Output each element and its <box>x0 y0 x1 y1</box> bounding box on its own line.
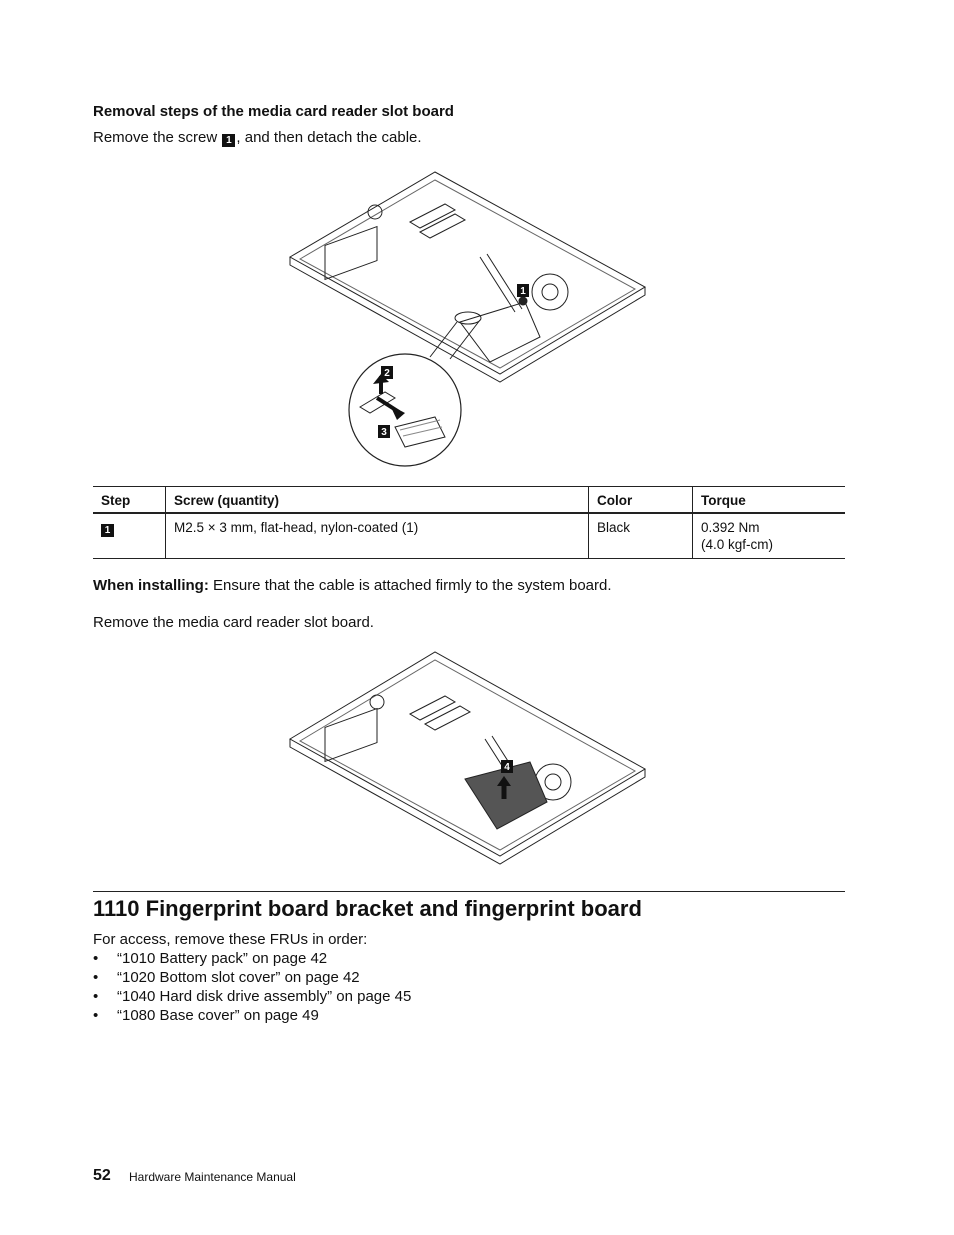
step-1-instruction <box>93 129 422 147</box>
list-item <box>93 987 411 1006</box>
cell-screw: M2.5 × 3 mm, flat-head, nylon-coated (1) <box>166 513 589 559</box>
access-link-hdd[interactable]: “1040 Hard disk drive assembly” on page 45 <box>117 988 412 1005</box>
memory-slot <box>410 204 455 228</box>
heat-pipe <box>480 254 522 312</box>
callout-2: 2 <box>384 368 390 379</box>
cell-torque <box>693 513 846 559</box>
access-link-base-cover[interactable]: “1080 Base cover” on page 49 <box>117 1007 319 1024</box>
page-number: 52 <box>93 1167 111 1184</box>
bullet-icon: • <box>93 950 99 967</box>
step-2-instruction: Remove the media card reader slot board. <box>93 614 374 631</box>
chapter-title: 1110 Fingerprint board bracket and fingerprint board <box>93 896 642 921</box>
header-torque: Torque <box>693 487 846 514</box>
bullet-icon: • <box>93 969 99 986</box>
callout-1-inline: 1 <box>222 134 235 147</box>
access-intro: For access, remove these FRUs in order: <box>93 931 368 948</box>
cable-connector-circle <box>455 312 481 324</box>
list-item <box>93 968 411 987</box>
connector-latch <box>360 392 395 413</box>
bullet-icon: • <box>93 1007 99 1024</box>
header-step: Step <box>93 487 166 514</box>
callout-1: 1 <box>520 286 526 297</box>
header-color: Color <box>589 487 693 514</box>
when-installing-label: When installing: <box>93 577 209 594</box>
step-callout: 1 <box>101 524 114 537</box>
callout-3: 3 <box>381 427 387 438</box>
table-header-row <box>93 487 845 514</box>
table-row <box>93 513 845 559</box>
hdd-bay <box>325 227 377 280</box>
manual-title: Hardware Maintenance Manual <box>129 1170 296 1184</box>
step-1-text-before: Remove the screw <box>93 129 222 146</box>
when-installing-text: Ensure that the cable is attached firmly to the system board. <box>213 577 612 594</box>
access-list <box>93 949 411 1025</box>
torque-kgf: (4.0 kgf-cm) <box>701 537 774 552</box>
hdd-bay-2 <box>325 709 377 762</box>
screw-table <box>93 486 845 559</box>
step-1-text-after: , and then detach the cable. <box>236 129 422 146</box>
cell-step <box>93 513 166 559</box>
bullet-icon: • <box>93 988 99 1005</box>
figure-remove-board <box>285 644 655 869</box>
section-heading: Removal steps of the media card reader slot board <box>93 103 454 120</box>
when-installing-note <box>93 577 612 594</box>
access-link-battery[interactable]: “1010 Battery pack” on page 42 <box>117 950 328 967</box>
chapter-divider <box>93 891 845 892</box>
figure-removal-cable <box>285 162 655 470</box>
cell-color: Black <box>589 513 693 559</box>
torque-nm: 0.392 Nm <box>701 520 760 535</box>
fan <box>532 274 568 310</box>
callout-4: 4 <box>504 762 510 773</box>
base-cover-outline-2 <box>290 652 645 856</box>
list-item <box>93 1006 411 1025</box>
header-screw: Screw (quantity) <box>166 487 589 514</box>
access-link-bottom-slot-cover[interactable]: “1020 Bottom slot cover” on page 42 <box>117 969 360 986</box>
list-item <box>93 949 411 968</box>
